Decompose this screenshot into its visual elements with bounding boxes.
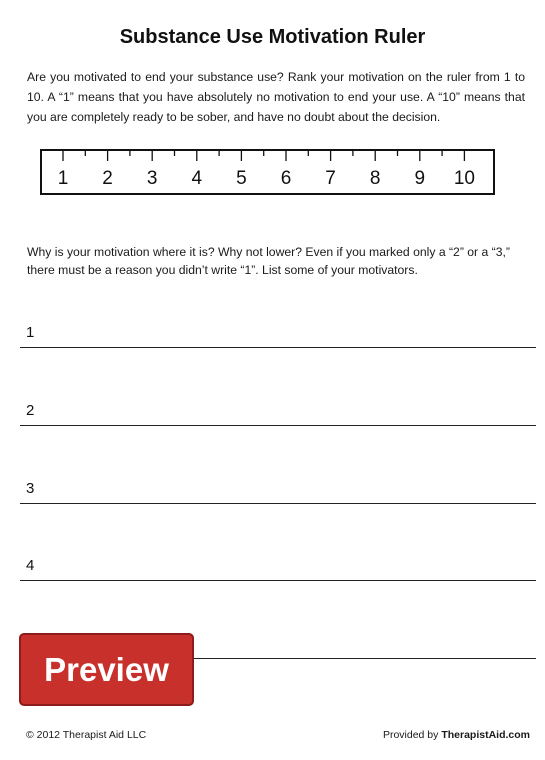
ruler-number[interactable]: 4 (191, 168, 203, 189)
page-title: Substance Use Motivation Ruler (119, 26, 426, 48)
motivation-ruler[interactable] (40, 149, 495, 195)
answer-number: 3 (26, 480, 35, 497)
intro-paragraph: Are you motivated to end your substance use? Rank your motivation on the ruler from 1 to 10. A “1” means that you have absolutely no motivation to end your use. A “10” means that you are completely ready to be sober, and have no doubt about the decision. (27, 70, 525, 124)
preview-button[interactable]: Preview (19, 633, 194, 706)
answer-line[interactable] (20, 425, 536, 426)
answer-line[interactable] (20, 580, 536, 581)
answer-number: 1 (26, 324, 35, 341)
ruler-number[interactable]: 2 (102, 168, 113, 189)
ruler-number[interactable]: 3 (146, 168, 158, 189)
answer-number: 2 (26, 402, 35, 419)
motivators-prompt: Why is your motivation where it is? Why not lower? Even if you marked only a “2” or a “3,” there must be a reason you didn’t write “1”. List some of your motivators. (27, 245, 510, 277)
ruler-number[interactable]: 7 (325, 168, 336, 189)
ruler-number[interactable]: 10 (453, 168, 475, 189)
ruler-number[interactable]: 5 (236, 168, 247, 189)
provided-by-label: Provided by (382, 729, 442, 741)
ruler-number[interactable]: 1 (57, 168, 69, 189)
answer-line[interactable] (20, 347, 536, 348)
ruler-number[interactable]: 8 (369, 168, 381, 189)
ruler-number[interactable]: 9 (414, 168, 426, 189)
answer-line[interactable] (20, 503, 536, 504)
provided-by-text (383, 729, 530, 741)
copyright-text: © 2012 Therapist Aid LLC (26, 729, 147, 741)
ruler-number[interactable]: 6 (280, 168, 292, 189)
answer-number: 4 (26, 557, 35, 574)
brand-link[interactable]: TherapistAid.com (441, 729, 530, 741)
